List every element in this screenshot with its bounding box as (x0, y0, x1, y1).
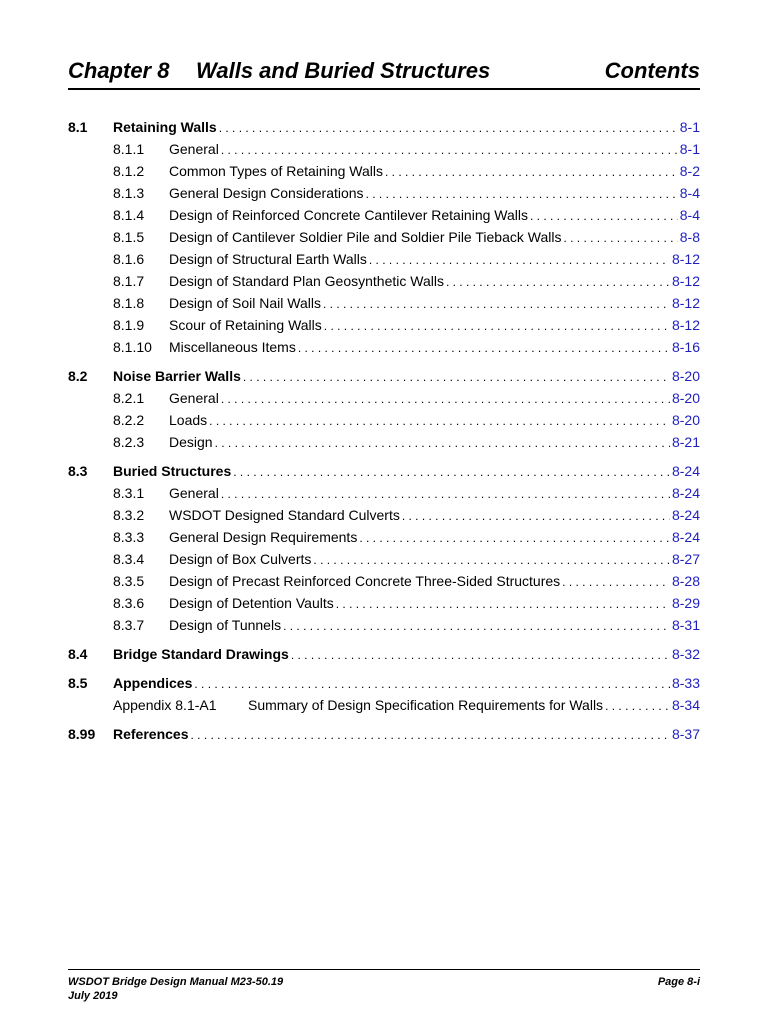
toc-entry-title[interactable]: Design of Box Culverts (169, 551, 312, 567)
toc-entry-page-link[interactable]: 8-12 (671, 273, 700, 289)
toc-entry-number: 8.3 (68, 463, 88, 479)
toc-entry-title[interactable]: References (113, 726, 189, 742)
dot-leader (313, 553, 670, 567)
toc-entry-title[interactable]: Design of Standard Plan Geosynthetic Walls (169, 273, 444, 289)
toc-entry-number: 8.2 (68, 368, 88, 384)
toc-entry[interactable] (68, 368, 700, 388)
toc-entry-number: 8.4 (68, 646, 88, 662)
toc-entry[interactable] (68, 185, 700, 205)
dot-leader (562, 575, 670, 589)
page-header (68, 56, 700, 90)
toc-entry[interactable] (68, 434, 700, 454)
dot-leader (298, 341, 670, 355)
dot-leader (369, 253, 670, 267)
toc-entry-page-link[interactable]: 8-2 (679, 163, 700, 179)
toc-entry-title[interactable]: Summary of Design Specification Requirements for Walls (248, 697, 604, 713)
toc-entry-page-link[interactable]: 8-12 (671, 317, 700, 333)
toc-entry-page-link[interactable]: 8-20 (671, 390, 700, 406)
dot-leader (563, 231, 677, 245)
toc-entry[interactable] (68, 529, 700, 549)
toc-entry-page-link[interactable]: 8-21 (671, 434, 700, 450)
toc-entry-title[interactable]: Design of Cantilever Soldier Pile and Soldier Pile Tieback Walls (169, 229, 562, 245)
toc-entry-page-link[interactable]: 8-8 (679, 229, 700, 245)
toc-entry-number: 8.1.10 (113, 339, 152, 355)
toc-entry-title[interactable]: Loads (169, 412, 208, 428)
dot-leader (530, 209, 678, 223)
toc-entry-number: 8.1.3 (113, 185, 145, 201)
toc-entry-title[interactable]: Design of Soil Nail Walls (169, 295, 321, 311)
toc-entry-title[interactable]: Retaining Walls (113, 119, 217, 135)
toc-entry-number: 8.2.3 (113, 434, 145, 450)
toc-entry[interactable] (68, 507, 700, 527)
toc-entry-number: 8.1 (68, 119, 88, 135)
toc-entry[interactable] (68, 273, 700, 293)
toc-entry-title[interactable]: General Design Requirements (169, 529, 358, 545)
toc-entry-number: 8.2.2 (113, 412, 145, 428)
toc-entry-title[interactable]: Appendices (113, 675, 193, 691)
dot-leader (221, 143, 678, 157)
dot-leader (605, 699, 670, 713)
dot-leader (233, 465, 670, 479)
toc-entry-title[interactable]: Buried Structures (113, 463, 232, 479)
dot-leader (446, 275, 670, 289)
toc-entry-number: 8.3.3 (113, 529, 145, 545)
toc-entry-page-link[interactable]: 8-27 (671, 551, 700, 567)
toc-entry-page-link[interactable]: 8-20 (671, 412, 700, 428)
toc-entry-title[interactable]: General (169, 390, 219, 406)
toc-entry[interactable] (68, 646, 700, 666)
toc-entry[interactable] (68, 617, 700, 637)
toc-entry-number: 8.1.8 (113, 295, 145, 311)
toc-entry-number: 8.2.1 (113, 390, 145, 406)
dot-leader (402, 509, 670, 523)
toc-entry-page-link[interactable]: 8-24 (671, 485, 700, 501)
toc-entry-title[interactable]: Design of Structural Earth Walls (169, 251, 367, 267)
footer-page-number: Page 8-i (657, 976, 700, 988)
toc-entry-number: 8.5 (68, 675, 88, 691)
toc-entry-title[interactable]: Bridge Standard Drawings (113, 646, 289, 662)
toc-entry[interactable] (68, 595, 700, 615)
toc-entry-number: 8.3.7 (113, 617, 145, 633)
toc-entry-page-link[interactable]: 8-4 (679, 185, 700, 201)
toc-entry-number: Appendix 8.1-A1 (113, 697, 217, 713)
chapter-number: Chapter 8 (68, 58, 170, 83)
toc-entry-number: 8.99 (68, 726, 96, 742)
toc-entry-page-link[interactable]: 8-33 (671, 675, 700, 691)
toc-entry-title[interactable]: Noise Barrier Walls (113, 368, 241, 384)
dot-leader (191, 728, 670, 742)
toc-entry[interactable] (68, 317, 700, 337)
contents-heading: Contents (604, 58, 700, 83)
toc-entry[interactable] (68, 339, 700, 359)
toc-entry-title[interactable]: Design of Tunnels (169, 617, 282, 633)
dot-leader (385, 165, 678, 179)
dot-leader (323, 297, 670, 311)
dot-leader (221, 487, 670, 501)
toc-entry[interactable] (68, 463, 700, 483)
toc-entry-number: 8.3.4 (113, 551, 145, 567)
toc-entry-page-link[interactable]: 8-37 (671, 726, 700, 742)
toc-entry-number: 8.1.9 (113, 317, 145, 333)
toc-entry-number: 8.1.2 (113, 163, 145, 179)
footer-date: July 2019 (68, 990, 118, 1002)
toc-entry-title[interactable]: Design of Precast Reinforced Concrete Three-Sided Structures (169, 573, 561, 589)
toc-entry-title[interactable]: Scour of Retaining Walls (169, 317, 322, 333)
toc-entry-number: 8.1.1 (113, 141, 145, 157)
toc-entry-title[interactable]: General Design Considerations (169, 185, 364, 201)
toc-entry-number: 8.3.5 (113, 573, 145, 589)
toc-entry-title[interactable]: Design of Detention Vaults (169, 595, 334, 611)
toc-entry-title[interactable]: Design (169, 434, 213, 450)
dot-leader (291, 648, 670, 662)
dot-leader (243, 370, 670, 384)
toc-entry-page-link[interactable]: 8-16 (671, 339, 700, 355)
toc-entry[interactable] (68, 726, 700, 746)
toc-entry[interactable] (68, 697, 700, 717)
toc-entry-number: 8.3.6 (113, 595, 145, 611)
page-footer (68, 969, 700, 1003)
footer-manual: WSDOT Bridge Design Manual M23-50.19 (68, 976, 284, 988)
dot-leader (194, 677, 670, 691)
toc-entry[interactable] (68, 573, 700, 593)
toc-entry-page-link[interactable]: 8-28 (671, 573, 700, 589)
toc-entry[interactable] (68, 295, 700, 315)
dot-leader (219, 121, 678, 135)
toc-entry[interactable] (68, 485, 700, 505)
toc-entry[interactable] (68, 229, 700, 249)
toc-entry[interactable] (68, 251, 700, 271)
toc-entry-number: 8.3.1 (113, 485, 145, 501)
toc-entry-title[interactable]: General (169, 485, 219, 501)
toc-entry-page-link[interactable]: 8-4 (679, 207, 700, 223)
toc-entry-title[interactable]: Common Types of Retaining Walls (169, 163, 383, 179)
toc-entry-title[interactable]: Miscellaneous Items (169, 339, 296, 355)
toc-entry[interactable] (68, 675, 700, 695)
toc-entry-page-link[interactable]: 8-1 (679, 141, 700, 157)
toc-entry-number: 8.1.6 (113, 251, 145, 267)
toc-entry-page-link[interactable]: 8-20 (671, 368, 700, 384)
dot-leader (215, 436, 670, 450)
dot-leader (221, 392, 670, 406)
toc-entry[interactable] (68, 412, 700, 432)
toc-entry[interactable] (68, 141, 700, 161)
toc-entry-number: 8.3.2 (113, 507, 145, 523)
toc-entry[interactable] (68, 207, 700, 227)
dot-leader (366, 187, 678, 201)
toc-entry-title[interactable]: General (169, 141, 219, 157)
toc-entry-title[interactable]: WSDOT Designed Standard Culverts (169, 507, 400, 523)
dot-leader (336, 597, 670, 611)
toc-entry-page-link[interactable]: 8-24 (671, 507, 700, 523)
toc-entry-page-link[interactable]: 8-12 (671, 295, 700, 311)
toc-entry-number: 8.1.7 (113, 273, 145, 289)
toc-entry-page-link[interactable]: 8-12 (671, 251, 700, 267)
toc-entry-page-link[interactable]: 8-32 (671, 646, 700, 662)
toc-entry-page-link[interactable]: 8-34 (671, 697, 700, 713)
toc-entry[interactable] (68, 163, 700, 183)
toc-entry-page-link[interactable]: 8-1 (679, 119, 700, 135)
toc-entry-number: 8.1.5 (113, 229, 145, 245)
toc-entry-page-link[interactable]: 8-24 (671, 463, 700, 479)
toc-entry[interactable] (68, 551, 700, 571)
toc-entry-title[interactable]: Design of Reinforced Concrete Cantilever Retaining Walls (169, 207, 528, 223)
toc-entry-page-link[interactable]: 8-29 (671, 595, 700, 611)
toc-entry-page-link[interactable]: 8-24 (671, 529, 700, 545)
toc-entry-page-link[interactable]: 8-31 (671, 617, 700, 633)
toc-entry[interactable] (68, 390, 700, 410)
toc-entry-number: 8.1.4 (113, 207, 145, 223)
toc-entry[interactable] (68, 119, 700, 139)
dot-leader (324, 319, 670, 333)
dot-leader (283, 619, 670, 633)
dot-leader (359, 531, 670, 545)
dot-leader (209, 414, 670, 428)
chapter-title: Walls and Buried Structures (196, 58, 491, 83)
